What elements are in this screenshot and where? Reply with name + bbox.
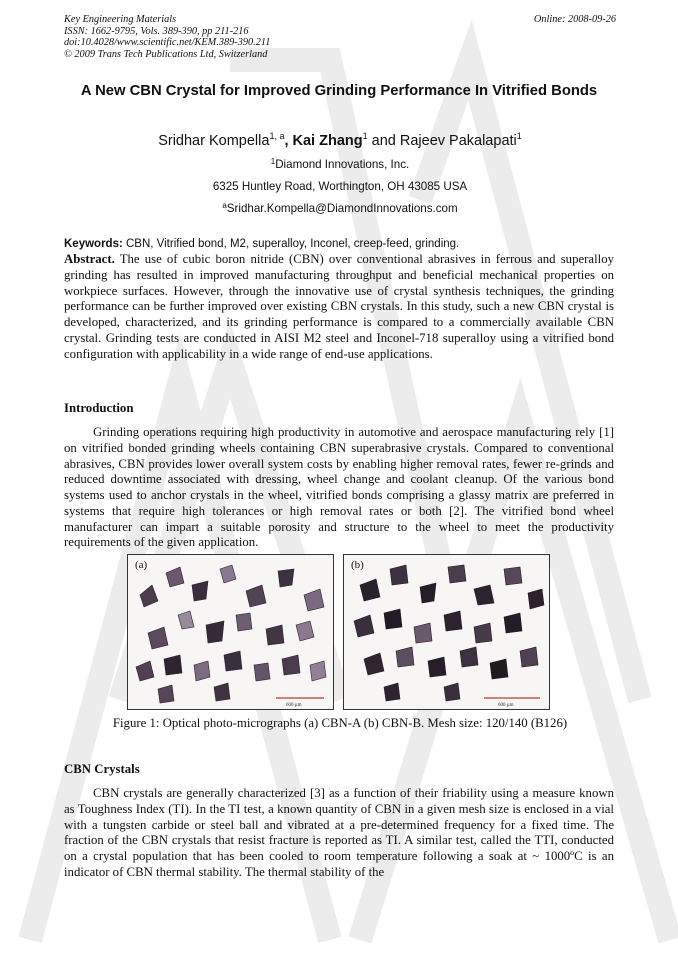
journal-header xyxy=(64,14,616,60)
keywords-label: Keywords: xyxy=(64,238,123,250)
panel-label-a: (a) xyxy=(135,559,148,571)
author-pakalapati-sup: 1 xyxy=(516,131,522,141)
affiliation-sup: 1 xyxy=(270,157,276,166)
author-zhang-sup: 1 xyxy=(362,131,368,141)
affiliation-org-text: Diamond Innovations, Inc. xyxy=(275,158,410,171)
figure-caption: Figure 1: Optical photo-micrographs (a) CBN-A (b) CBN-B. Mesh size: 120/140 (B126) xyxy=(112,716,568,730)
affiliation-email xyxy=(64,202,616,216)
doi-line[interactable]: doi:10.4028/www.scientific.net/KEM.389-390.211 xyxy=(64,37,271,49)
email-sup: a xyxy=(222,201,227,210)
author-kompella: Sridhar Kompella xyxy=(158,133,270,149)
abstract xyxy=(64,252,614,362)
abstract-text: The use of cubic boron nitride (CBN) over conventional abrasives in ferrous and superalloy grinding has resulted in improved manufacturing throughput and beneficial mechanical properties on workpiece surfaces. However, through the innovative use of crystal synthesis techniques, the grinding performance can be further improved over existing CBN crystals. In this study, such a new CBN crystal is developed, characterized, and its grinding performance is compared to a commercially available CBN crystal. Grinding tests are conducted in AISI M2 steel and Inconel-718 superalloy using a vitrified bond configuration with applicability in a wide range of end-use applications. xyxy=(64,252,614,361)
online-date: Online: 2008-09-26 xyxy=(533,14,616,25)
copyright-line: © 2009 Trans Tech Publications Ltd, Switzerland xyxy=(64,48,268,60)
micrograph-a-image xyxy=(128,555,333,709)
panel-label-b: (b) xyxy=(351,559,364,571)
author-sep-pakalapati: and Rajeev Pakalapati xyxy=(367,133,517,149)
affiliation-org xyxy=(64,158,616,172)
email-text[interactable]: Sridhar.Kompella@DiamondInnovations.com xyxy=(226,202,458,215)
cbn-crystals-heading: CBN Crystals xyxy=(64,762,140,776)
author-list xyxy=(64,131,616,151)
scale-bar-a: 600 µm xyxy=(286,703,302,708)
micrograph-b xyxy=(343,554,550,710)
micrograph-a xyxy=(127,554,334,710)
author-kompella-sup: 1, a xyxy=(269,131,285,141)
paper-title: A New CBN Crystal for Improved Grinding Performance In Vitrified Bonds xyxy=(80,83,598,99)
abstract-label: Abstract. xyxy=(64,252,115,266)
keywords xyxy=(64,237,616,251)
issn-line: ISSN: 1662-9795, Vols. 389-390, pp 211-216 xyxy=(64,25,249,37)
introduction-paragraph: Grinding operations requiring high productivity in automotive and aerospace manufacturing rely [1] on vitrified bonded grinding wheels containing CBN superabrasive crystals. Compared to conventional abrasives, CBN provides lower overall system costs by enabling higher removal rates, fewer re-grinds and reduced downtime associated with dressing, wheel change and coolant cleanup. Of the various bond systems used to anchor crystals in the wheel, vitrified bonds comprising a glassy matrix are preferred in systems that require high tolerances or high removal rates or both [2]. The vitrified bond wheel manufacturer can impart a suitable porosity and structure to the wheel to meet the productivity requirements of the given application. xyxy=(64,425,614,550)
scale-bar-b: 600 µm xyxy=(498,703,514,708)
keywords-text: CBN, Vitrified bond, M2, superalloy, Inconel, creep-feed, grinding. xyxy=(122,238,460,250)
micrograph-b-image xyxy=(344,555,549,709)
cbn-crystals-paragraph: CBN crystals are generally characterized [3] as a function of their friability using a measure known as Toughness Index (TI). In the TI test, a known quantity of CBN in a given mesh size is enclosed in a vial with a tungsten carbide or steel ball and vibrated at a pre-determined frequency for a fixed time. The fraction of the CBN crystals that resist fracture is reported as TI. A similar test, called the TTI, conducted on a crystal population that has been cooled to room temperature following a soak at ~ 1000ºC is an indicator of CBN thermal stability. The thermal stability of the xyxy=(64,786,614,879)
author-sep-zhang: , Kai Zhang xyxy=(284,133,363,149)
introduction-heading: Introduction xyxy=(64,401,134,415)
affiliation-address: 6325 Huntley Road, Worthington, OH 43085 USA xyxy=(212,180,468,193)
journal-name: Key Engineering Materials xyxy=(64,14,177,25)
